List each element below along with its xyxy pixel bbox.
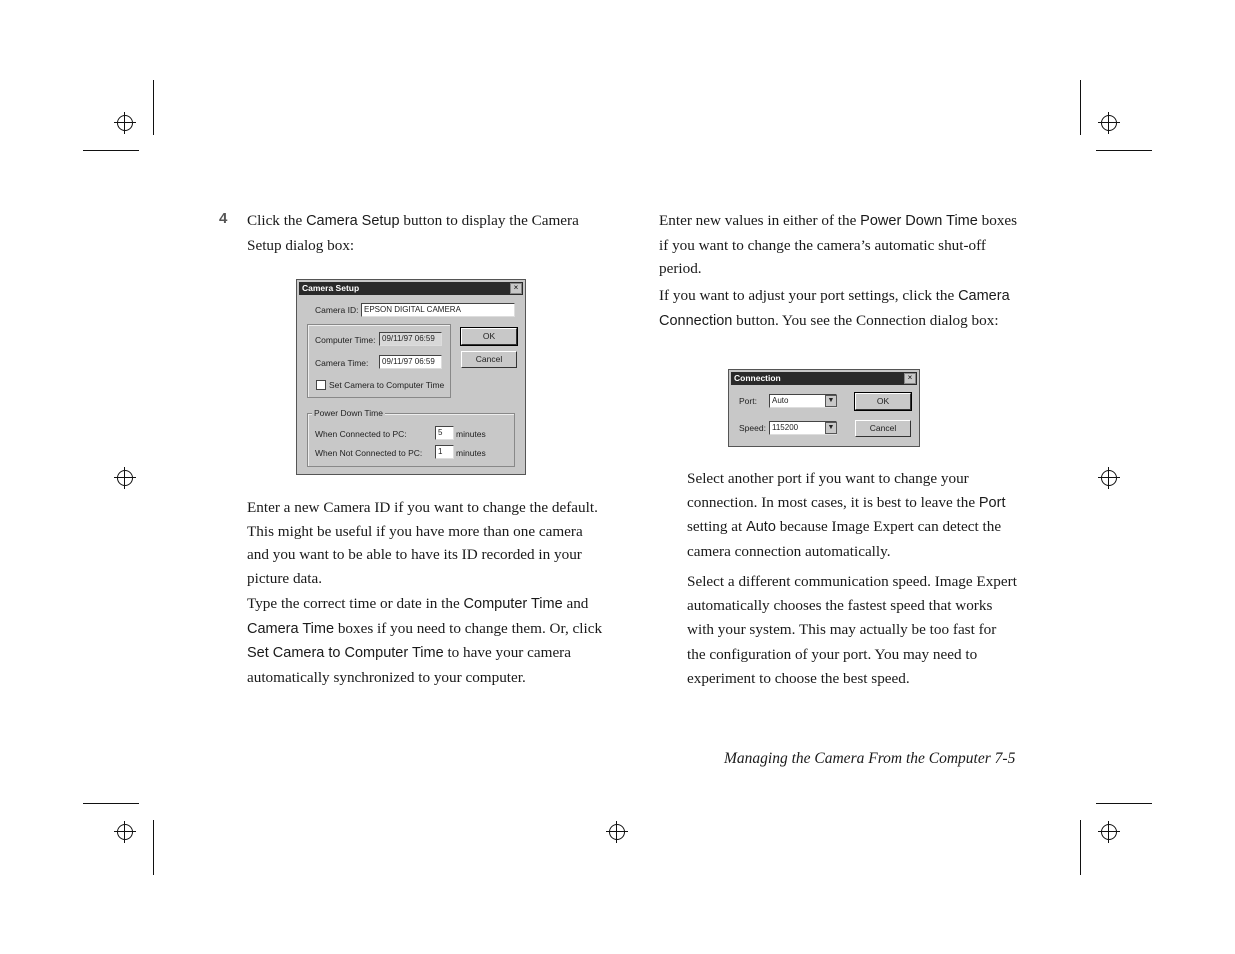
camera-time-input[interactable]: 09/11/97 06:59 (379, 355, 442, 369)
computer-time-label: Computer Time: (315, 335, 376, 345)
not-connected-minutes-input[interactable]: 1 (435, 445, 454, 459)
ui-term: Camera Connection (659, 288, 1010, 329)
registration-mark-icon (114, 112, 136, 134)
dialog-title: Connection (731, 372, 917, 385)
ui-term: Computer Time (463, 596, 563, 612)
ui-term: Port (978, 495, 1006, 512)
step-number: 4 (219, 210, 228, 227)
power-down-group-title: Power Down Time (314, 408, 383, 418)
right-paragraph-2: If you want to adjust your port settings, click the Camera Connection button. You see the Connection dialog box: (659, 287, 1010, 329)
connected-minutes-input[interactable]: 5 (435, 426, 454, 440)
crop-mark (83, 803, 139, 804)
power-down-group (307, 413, 515, 467)
port-select[interactable]: Auto (769, 394, 837, 408)
cancel-button[interactable]: Cancel (855, 420, 911, 437)
crop-mark (1096, 150, 1152, 151)
connected-label: When Connected to PC: (315, 429, 407, 439)
crop-mark (83, 150, 139, 151)
camera-id-label: Camera ID: (315, 305, 359, 315)
port-label: Port: (739, 396, 757, 406)
set-camera-checkbox-label: Set Camera to Computer Time (329, 380, 445, 390)
crop-mark (153, 80, 154, 135)
right-paragraph-1: Enter new values in either of the Power Down Time boxes if you want to change the camera’s automatic shut-off period. (659, 212, 1018, 277)
crop-mark (1080, 820, 1081, 875)
page-footer: Managing the Camera From the Computer 7-5 (724, 750, 1016, 767)
left-paragraph-1: Enter a new Camera ID if you want to change the default. This might be useful if you have more than one camera and you want to be able to have its ID recorded in your picture data. (247, 499, 598, 587)
camera-setup-dialog (296, 279, 526, 475)
ui-term: Power Down Time (860, 213, 978, 229)
registration-mark-icon (1098, 467, 1120, 489)
camera-id-input[interactable]: EPSON DIGITAL CAMERA (361, 303, 515, 317)
dialog-title: Camera Setup (299, 282, 523, 295)
chevron-down-icon[interactable]: ▼ (825, 422, 837, 434)
close-icon[interactable]: × (904, 373, 916, 384)
ui-term: Camera Time (247, 620, 335, 637)
registration-mark-icon (1098, 821, 1120, 843)
close-icon[interactable]: × (510, 283, 522, 294)
registration-mark-icon (1098, 112, 1120, 134)
step-text: Click the Camera Setup button to display the Camera Setup dialog box: (247, 212, 579, 254)
camera-time-label: Camera Time: (315, 358, 369, 368)
ok-button[interactable]: OK (461, 328, 517, 345)
crop-mark (1096, 803, 1152, 804)
ui-term: Camera Setup (306, 213, 400, 229)
right-paragraph-4: Select a different communication speed. Image Expert automatically chooses the fastest speed that works with your system. This may actually be too fast for the configuration of your port. You may need to experiment to choose the best speed. (687, 573, 1017, 687)
crop-mark (1080, 80, 1081, 135)
left-paragraph-2: Type the correct time or date in the Computer Time and Camera Time boxes if you need to change them. Or, click Set Camera to Computer Time to have your camera automatically synchronized to your computer. (247, 595, 603, 686)
set-camera-checkbox[interactable] (316, 380, 326, 390)
speed-label: Speed: (739, 423, 766, 433)
not-connected-label: When Not Connected to PC: (315, 448, 423, 458)
cancel-button[interactable]: Cancel (461, 351, 517, 368)
minutes-label: minutes (456, 448, 486, 458)
ui-term: Set Camera to Computer Time (247, 645, 444, 661)
speed-select[interactable]: 115200 (769, 421, 837, 435)
crop-mark (153, 820, 154, 875)
registration-mark-icon (606, 821, 628, 843)
connection-dialog (728, 369, 920, 447)
ui-term: Auto (746, 519, 776, 536)
right-paragraph-3: Select another port if you want to change your connection. In most cases, it is best to leave the Port setting at Auto because Image Expert can detect the camera connection automatically. (687, 470, 1006, 560)
ok-button[interactable]: OK (855, 393, 911, 410)
registration-mark-icon (114, 821, 136, 843)
computer-time-field: 09/11/97 06:59 (379, 332, 442, 346)
minutes-label: minutes (456, 429, 486, 439)
chevron-down-icon[interactable]: ▼ (825, 395, 837, 407)
registration-mark-icon (114, 467, 136, 489)
